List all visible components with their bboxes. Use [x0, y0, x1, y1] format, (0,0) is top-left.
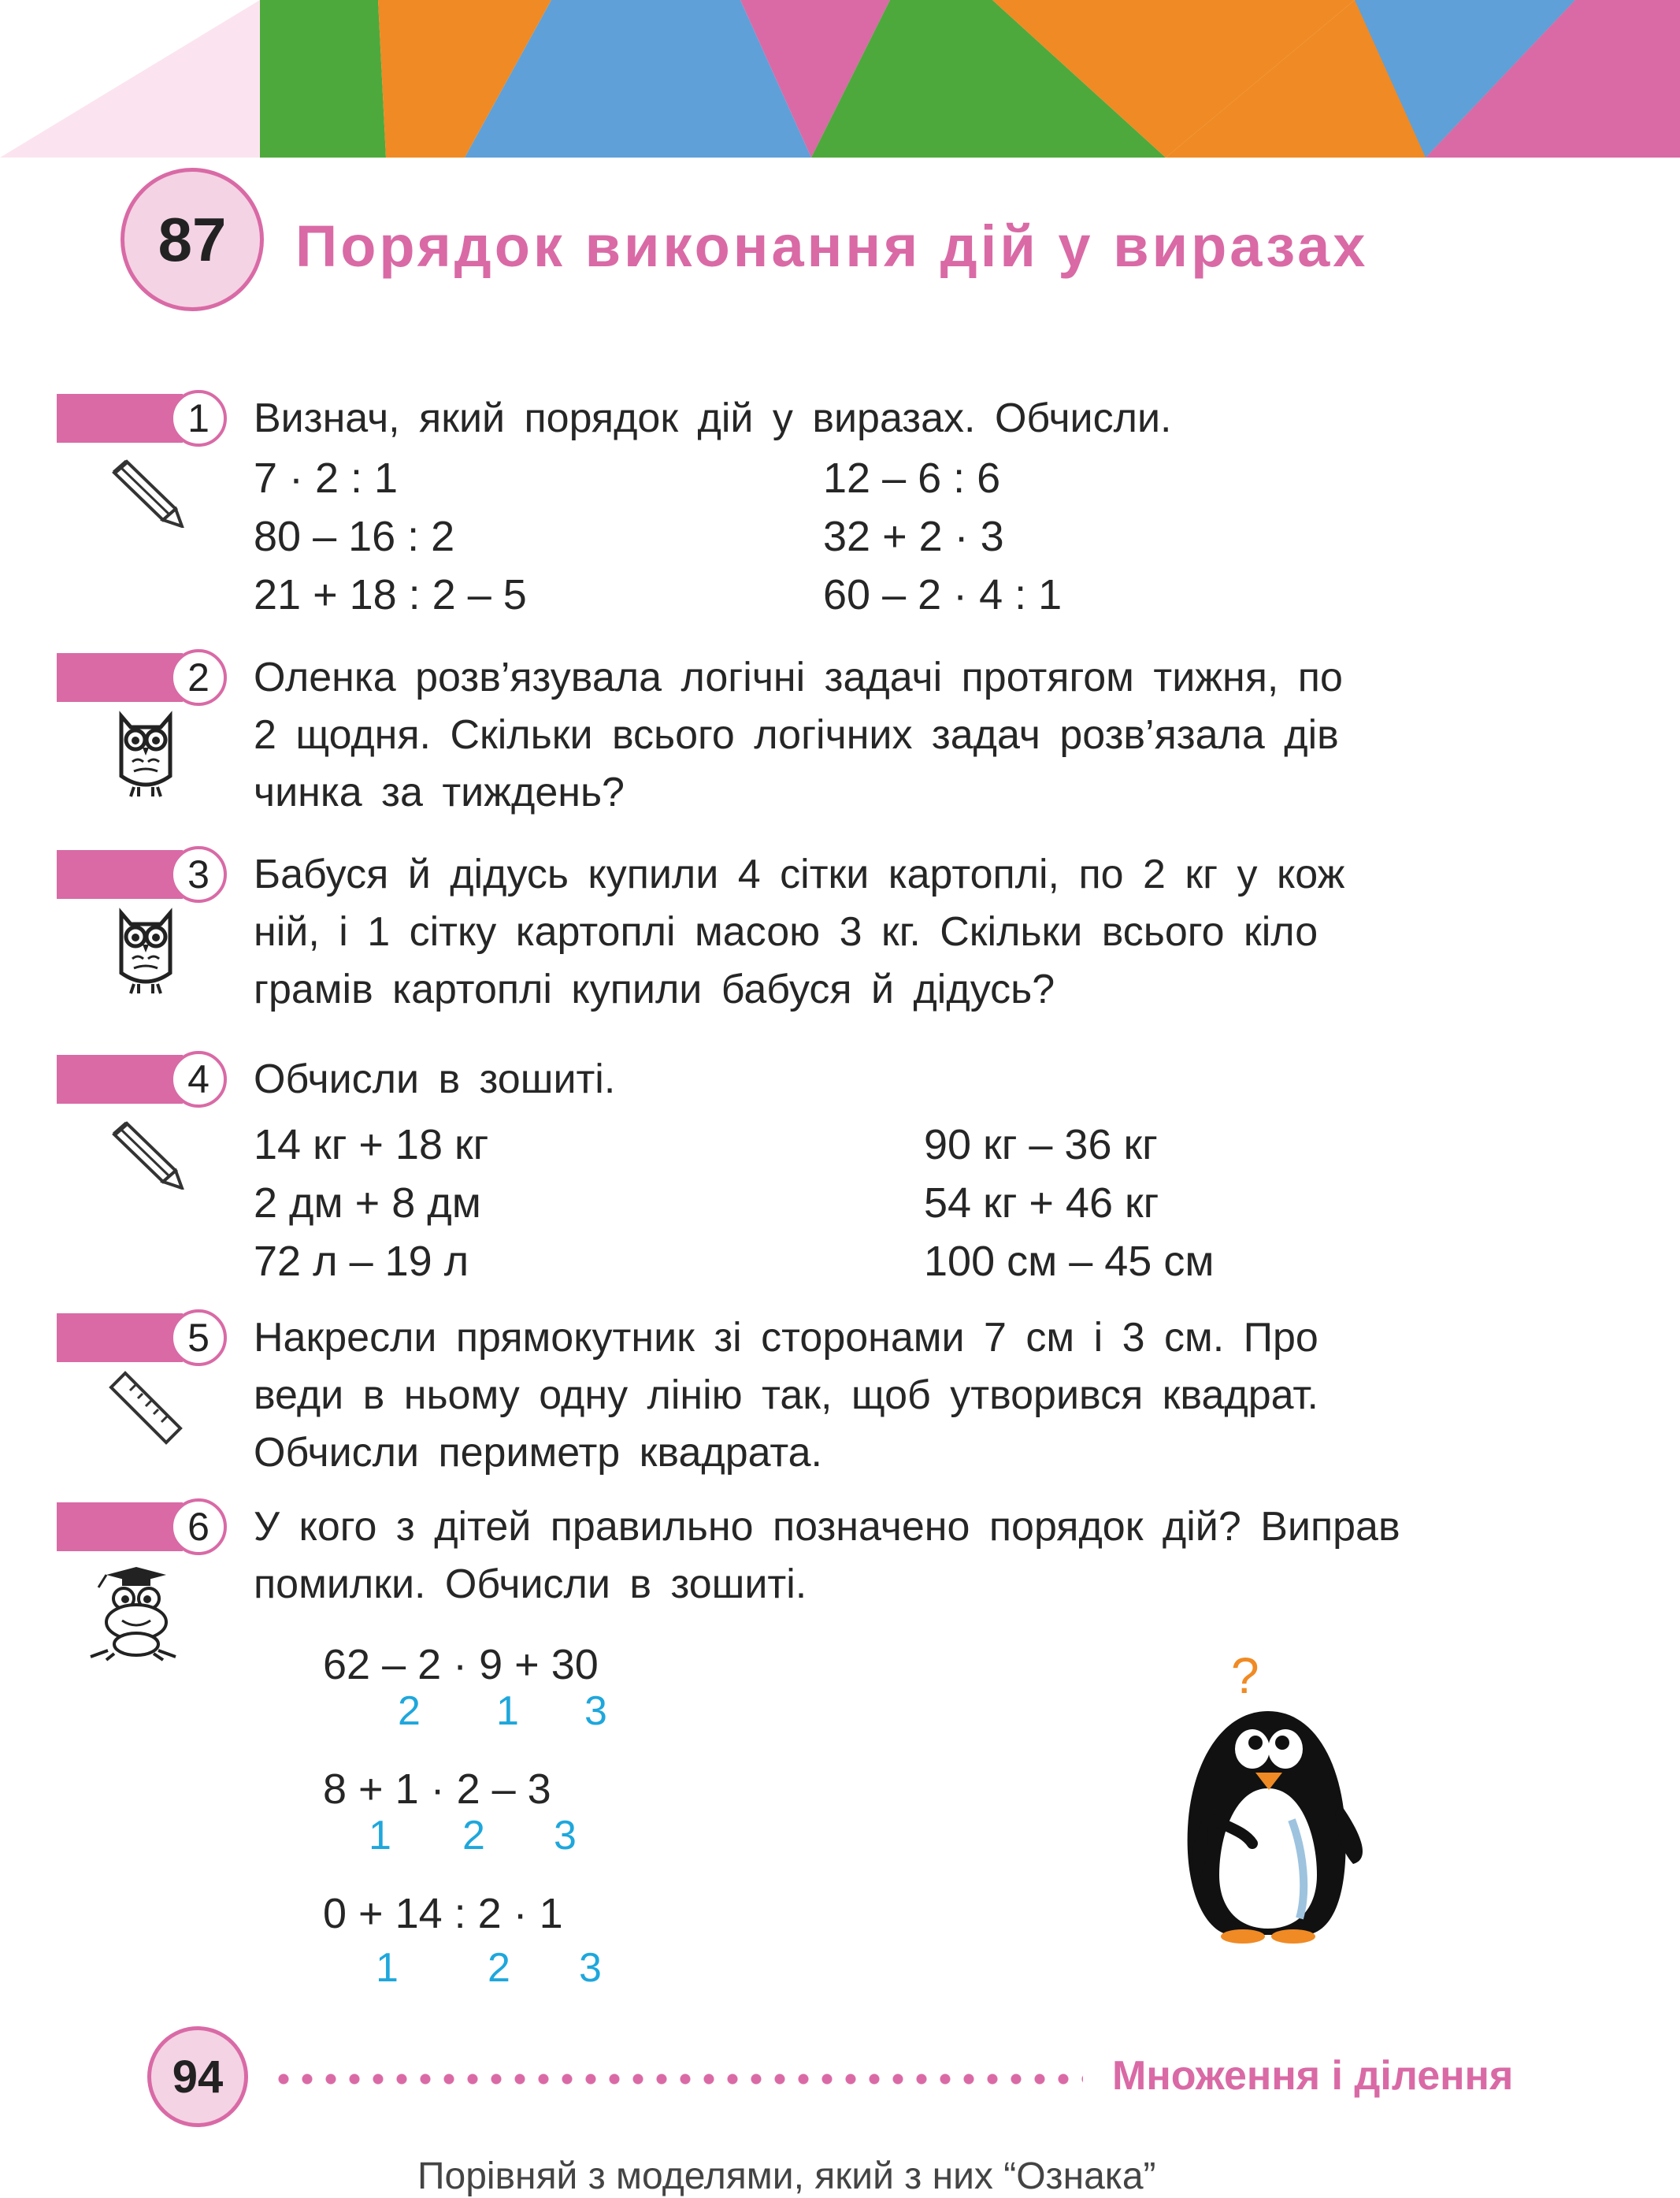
task-text-line: Оленка розв’язувала логічні задачі протягом тижня, по [254, 655, 1343, 700]
expression: 62 – 2 · 9 + 30 [323, 1641, 599, 1688]
expression: 32 + 2 · 3 [823, 513, 1004, 560]
task-text-line: грамів картоплі купили бабуся й дідусь? [254, 967, 1055, 1012]
task-marker-bar [57, 1313, 183, 1362]
page-number: 94 [147, 2026, 248, 2127]
dotted-divider [272, 2074, 1083, 2085]
order-mark: 2 [488, 1945, 510, 1991]
ruler-icon [106, 1367, 185, 1446]
order-mark: 3 [554, 1813, 577, 1858]
task-number: 5 [170, 1309, 227, 1366]
task-text-line: Обчисли в зошиті. [254, 1056, 616, 1102]
task-text-line: чинка за тиждень? [254, 770, 625, 815]
lesson-title: Порядок виконання дій у виразах [295, 213, 1369, 279]
expression: 72 л – 19 л [254, 1238, 469, 1285]
task-marker-bar [57, 1055, 183, 1104]
pencil-icon [106, 457, 185, 528]
task-marker-bar [57, 653, 183, 702]
section-title: Множення і ділення [1112, 2053, 1514, 2099]
expression: 2 дм + 8 дм [254, 1179, 481, 1227]
expression: 8 + 1 · 2 – 3 [323, 1765, 551, 1813]
task-number: 6 [170, 1498, 227, 1555]
task-text-line: веди в ньому одну лінію так, щоб утворився квадрат. [254, 1372, 1318, 1418]
task-number: 1 [170, 390, 227, 447]
owl-icon [110, 902, 181, 997]
order-mark: 1 [376, 1945, 399, 1991]
expression: 54 кг + 46 кг [924, 1179, 1159, 1227]
order-mark: 2 [462, 1813, 485, 1858]
decorative-triangle-banner [0, 0, 1680, 158]
task-text-line: помилки. Обчисли в зошиті. [254, 1561, 807, 1607]
expression: 0 + 14 : 2 · 1 [323, 1890, 563, 1937]
expression: 12 – 6 : 6 [823, 455, 1001, 502]
expression: 100 см – 45 см [924, 1238, 1215, 1285]
footer-cut-text: Порівняй з моделями, який з них “Ознака” [417, 2155, 1156, 2197]
owl-icon [110, 705, 181, 800]
order-mark: 1 [369, 1813, 391, 1858]
question-mark: ? [1231, 1647, 1259, 1704]
task-text-line: Обчисли периметр квадрата. [254, 1430, 822, 1476]
task-text-line: ній, і 1 сітку картоплі масою 3 кг. Скільки всього кіло [254, 909, 1318, 955]
expression: 21 + 18 : 2 – 5 [254, 571, 527, 618]
order-mark: 3 [579, 1945, 602, 1991]
task-text-line: Накресли прямокутник зі сторонами 7 см і 3 см. Про [254, 1315, 1318, 1361]
pencil-icon [106, 1119, 185, 1190]
task-text-line: 2 щодня. Скільки всього логічних задач розв’язала дів [254, 712, 1339, 758]
lesson-number-badge: 87 [121, 168, 264, 311]
expression: 90 кг – 36 кг [924, 1121, 1158, 1168]
task-text-line: У кого з дітей правильно позначено порядок дій? Виправ [254, 1504, 1400, 1550]
penguin-icon [1174, 1702, 1363, 1946]
order-mark: 1 [496, 1688, 519, 1734]
task-text-line: Бабуся й дідусь купили 4 сітки картоплі, по 2 кг у кож [254, 852, 1345, 897]
frog-graduate-icon [75, 1564, 193, 1662]
expression: 14 кг + 18 кг [254, 1121, 489, 1168]
order-mark: 3 [584, 1688, 607, 1734]
expression: 80 – 16 : 2 [254, 513, 455, 560]
order-mark: 2 [398, 1688, 421, 1734]
task-marker-bar [57, 850, 183, 899]
expression: 60 – 2 · 4 : 1 [823, 571, 1063, 618]
expression: 7 · 2 : 1 [254, 455, 399, 502]
task-number: 3 [170, 846, 227, 903]
task-number: 2 [170, 649, 227, 706]
task-marker-bar [57, 1502, 183, 1551]
task-number: 4 [170, 1051, 227, 1108]
task-text-line: Визнач, який порядок дій у виразах. Обчисли. [254, 395, 1172, 441]
task-marker-bar [57, 394, 183, 443]
